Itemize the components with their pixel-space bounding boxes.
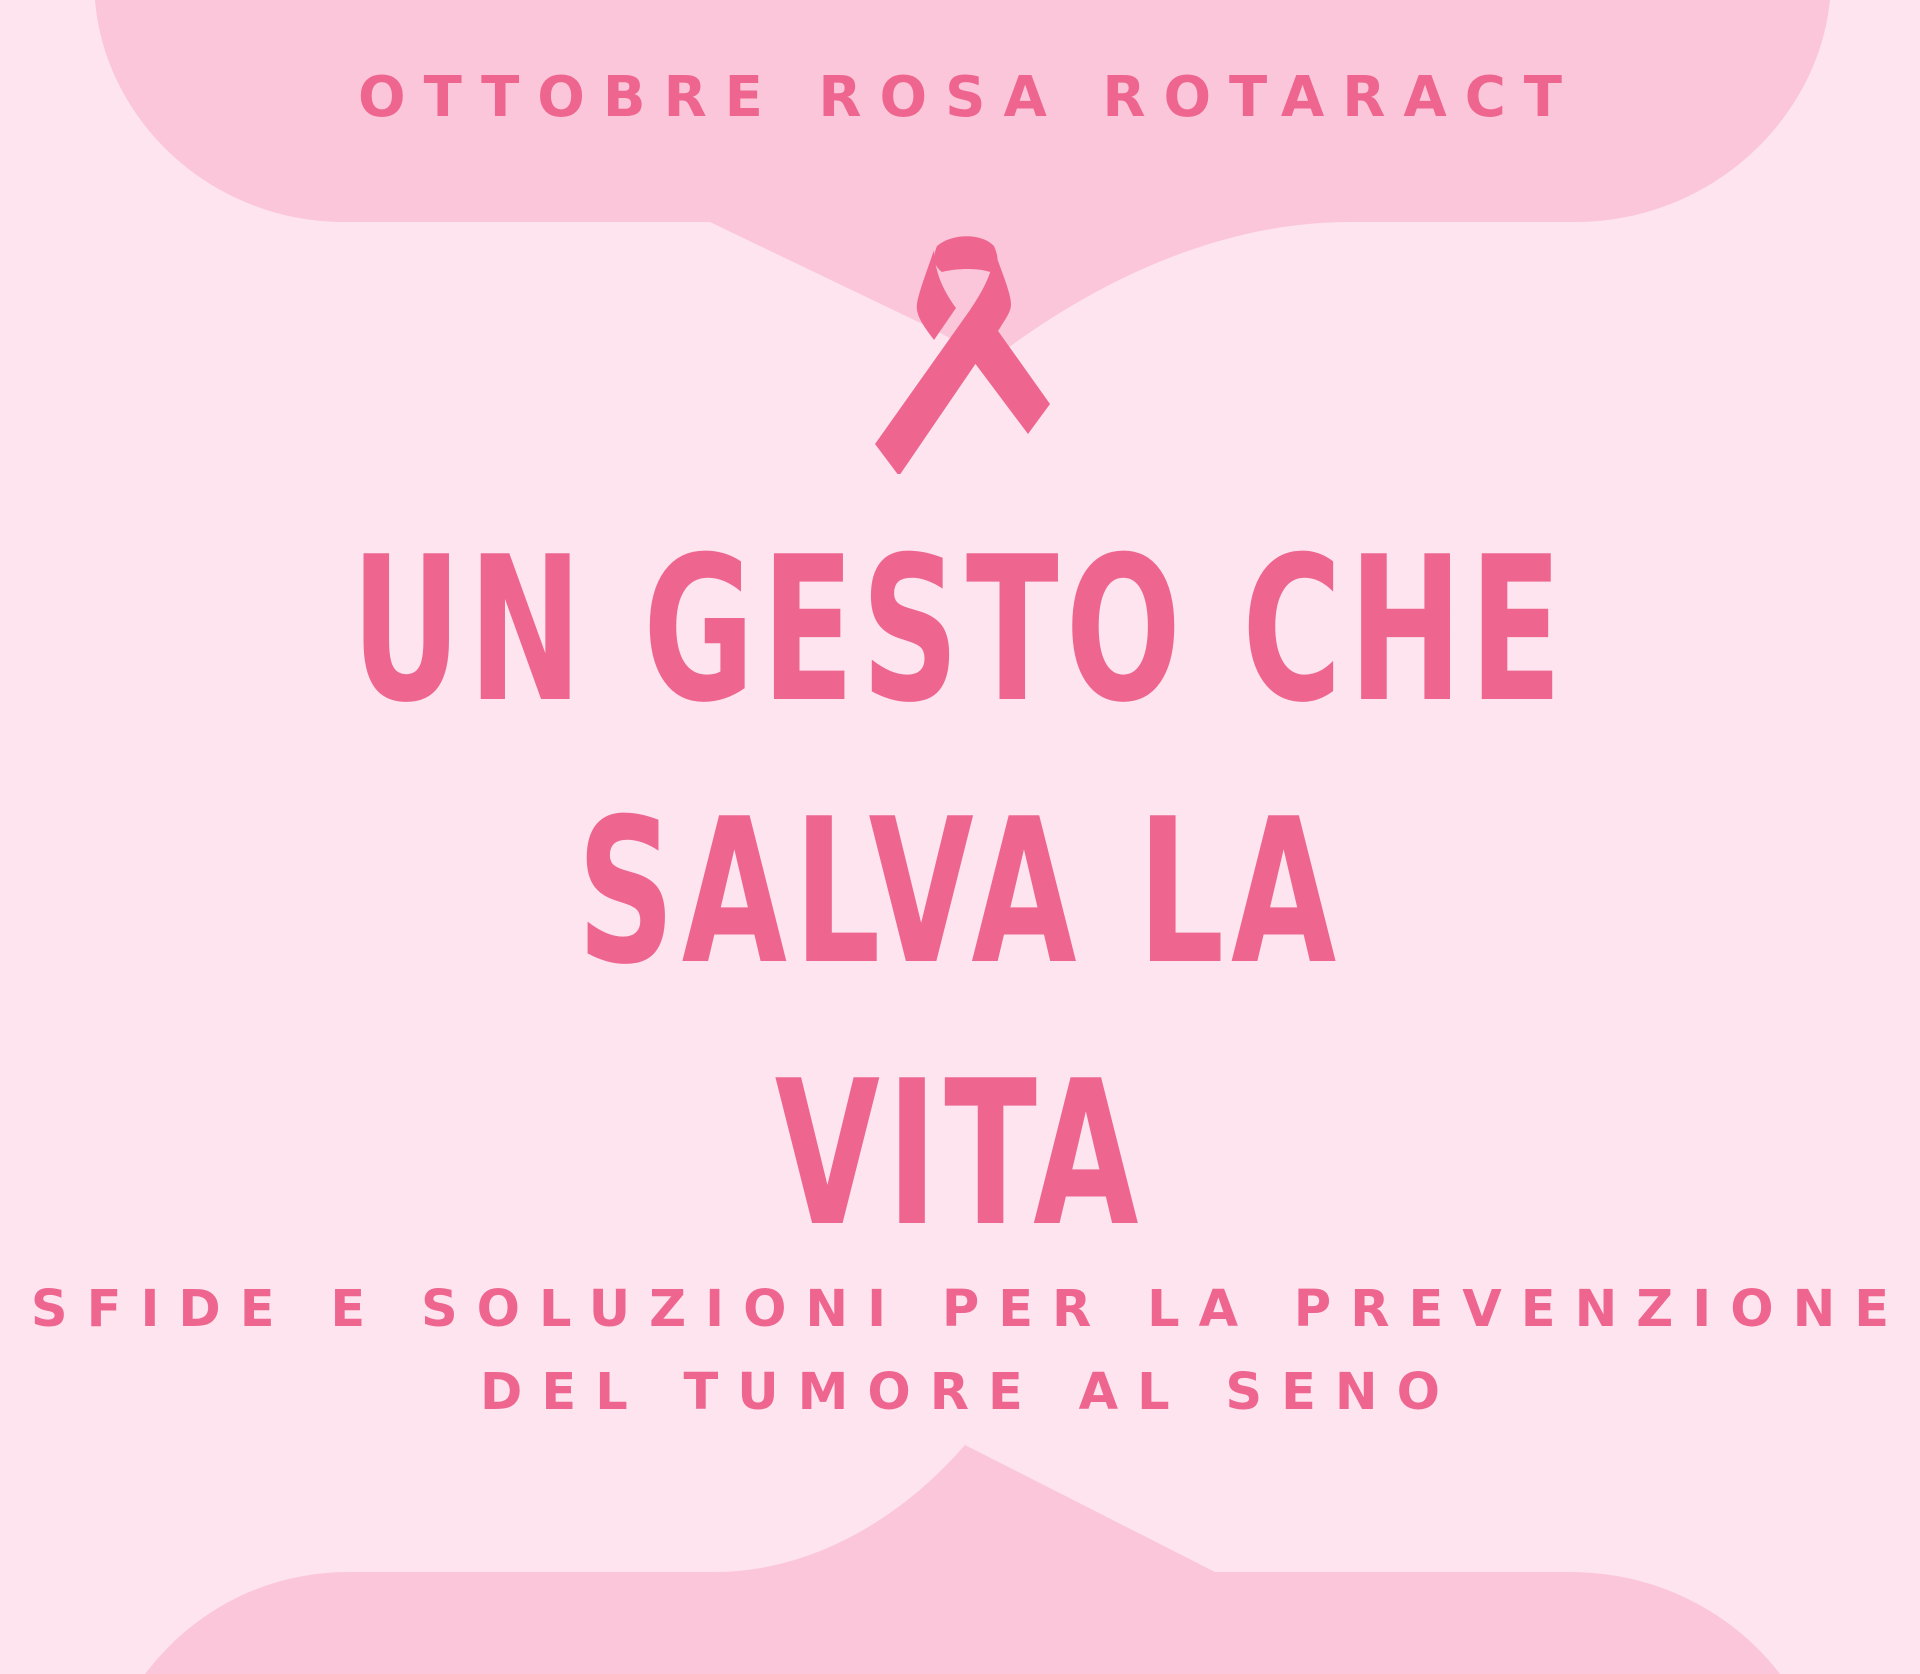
org-title: OTTOBRE ROSA ROTARACT [357, 65, 1581, 130]
pink-ribbon-icon [870, 228, 1056, 474]
ribbon-right-tail [968, 321, 1050, 434]
headline-line-3: VITA [774, 1038, 1146, 1271]
subtitle-line-1: SFIDE E SOLUZIONI PER LA PREVENZIONE [30, 1280, 1909, 1339]
subtitle [0, 1268, 1920, 1434]
bottom-shape [145, 1445, 1780, 1674]
headline [307, 500, 1613, 1286]
headline-line-1: UN GESTO CHE [351, 514, 1569, 747]
headline-line-2: SALVA LA [576, 776, 1344, 1009]
subtitle-line-2: DEL TUMORE AL SENO [480, 1363, 1459, 1422]
ribbon-loop [934, 236, 997, 272]
